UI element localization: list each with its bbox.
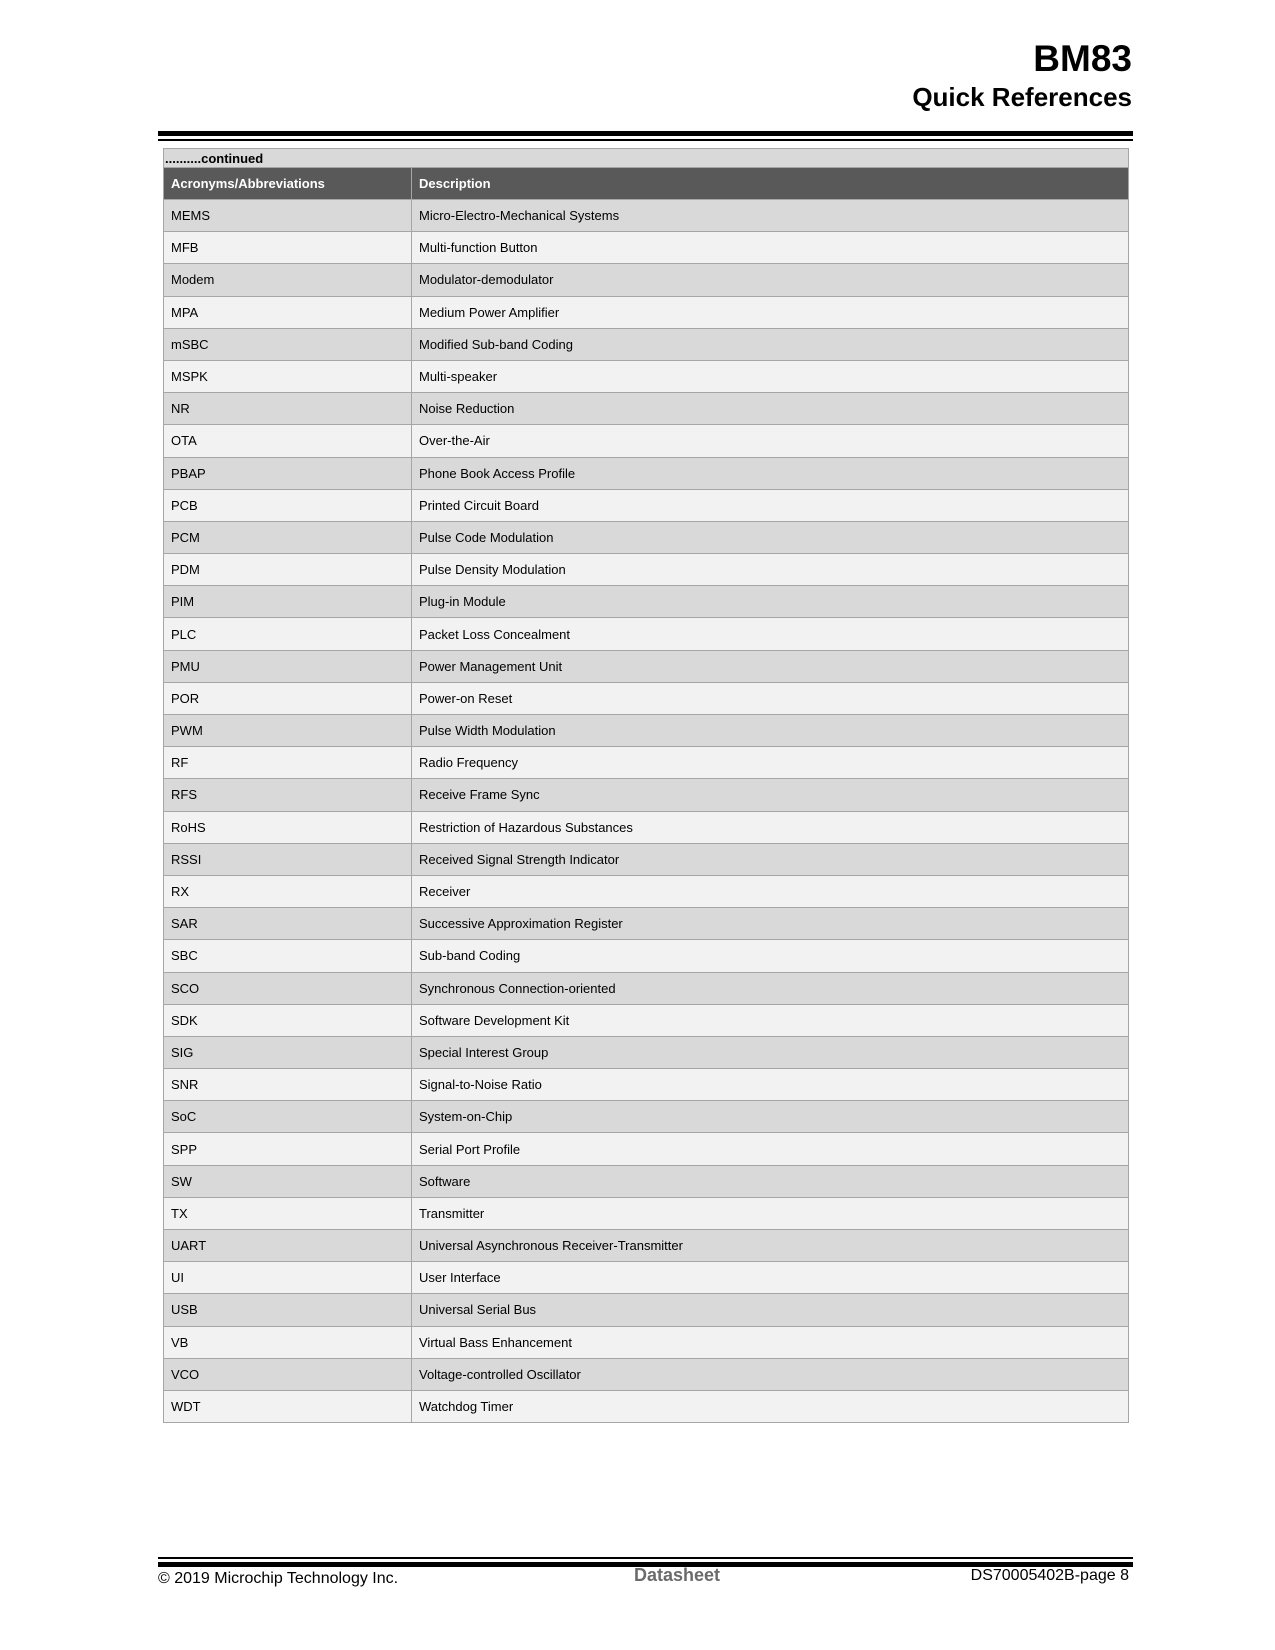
description-cell: Over-the-Air xyxy=(412,425,1129,457)
acronym-cell: MSPK xyxy=(164,360,412,392)
section-title: Quick References xyxy=(912,82,1132,112)
acronym-cell: RoHS xyxy=(164,811,412,843)
table-row xyxy=(164,843,1129,875)
description-cell: Medium Power Amplifier xyxy=(412,296,1129,328)
description-cell: Signal-to-Noise Ratio xyxy=(412,1069,1129,1101)
table-row xyxy=(164,489,1129,521)
table-row xyxy=(164,1230,1129,1262)
description-cell: Packet Loss Concealment xyxy=(412,618,1129,650)
table-row xyxy=(164,457,1129,489)
table-row xyxy=(164,1165,1129,1197)
table-row xyxy=(164,264,1129,296)
document-title: BM83 xyxy=(1033,38,1132,79)
description-cell: Pulse Code Modulation xyxy=(412,521,1129,553)
table-row xyxy=(164,1101,1129,1133)
description-cell: Receiver xyxy=(412,875,1129,907)
page-number: DS70005402B-page 8 xyxy=(970,1567,1129,1584)
header-rule-thick xyxy=(158,131,1133,136)
acronym-cell: PWM xyxy=(164,715,412,747)
description-cell: System-on-Chip xyxy=(412,1101,1129,1133)
acronym-cell: SPP xyxy=(164,1133,412,1165)
description-cell: Multi-function Button xyxy=(412,232,1129,264)
description-cell: Serial Port Profile xyxy=(412,1133,1129,1165)
acronym-cell: PDM xyxy=(164,554,412,586)
acronym-cell: PIM xyxy=(164,586,412,618)
description-cell: Plug-in Module xyxy=(412,586,1129,618)
description-cell: Printed Circuit Board xyxy=(412,489,1129,521)
acronym-cell: OTA xyxy=(164,425,412,457)
description-cell: Universal Asynchronous Receiver-Transmitter xyxy=(412,1230,1129,1262)
table-row xyxy=(164,360,1129,392)
acronym-cell: UART xyxy=(164,1230,412,1262)
acronym-cell: Modem xyxy=(164,264,412,296)
table-row xyxy=(164,618,1129,650)
acronym-cell: SW xyxy=(164,1165,412,1197)
acronyms-table xyxy=(163,167,1129,1423)
table-row xyxy=(164,1390,1129,1422)
description-cell: Watchdog Timer xyxy=(412,1390,1129,1422)
table-row xyxy=(164,554,1129,586)
acronym-cell: RFS xyxy=(164,779,412,811)
description-cell: Power Management Unit xyxy=(412,650,1129,682)
description-cell: Radio Frequency xyxy=(412,747,1129,779)
description-cell: Special Interest Group xyxy=(412,1036,1129,1068)
acronym-cell: SNR xyxy=(164,1069,412,1101)
acronym-cell: NR xyxy=(164,393,412,425)
acronym-cell: PLC xyxy=(164,618,412,650)
acronym-cell: VCO xyxy=(164,1358,412,1390)
acronym-cell: SCO xyxy=(164,972,412,1004)
acronym-cell: PCM xyxy=(164,521,412,553)
description-cell: Multi-speaker xyxy=(412,360,1129,392)
table-row xyxy=(164,1133,1129,1165)
table-header-row xyxy=(164,168,1129,200)
table-row xyxy=(164,1262,1129,1294)
table-row xyxy=(164,747,1129,779)
description-cell: Software xyxy=(412,1165,1129,1197)
acronym-cell: SDK xyxy=(164,1004,412,1036)
description-cell: User Interface xyxy=(412,1262,1129,1294)
table-row xyxy=(164,650,1129,682)
continued-label: ..........continued xyxy=(163,148,1129,167)
description-cell: Pulse Density Modulation xyxy=(412,554,1129,586)
table-row xyxy=(164,586,1129,618)
description-cell: Synchronous Connection-oriented xyxy=(412,972,1129,1004)
acronym-cell: PMU xyxy=(164,650,412,682)
acronym-cell: MPA xyxy=(164,296,412,328)
footer-doc-type: Datasheet xyxy=(634,1565,721,1585)
table-row xyxy=(164,1294,1129,1326)
description-cell: Universal Serial Bus xyxy=(412,1294,1129,1326)
footer-rule-thin xyxy=(158,1557,1133,1559)
description-cell: Pulse Width Modulation xyxy=(412,715,1129,747)
table-row xyxy=(164,1197,1129,1229)
description-cell: Voltage-controlled Oscillator xyxy=(412,1358,1129,1390)
table-row xyxy=(164,425,1129,457)
description-cell: Noise Reduction xyxy=(412,393,1129,425)
description-cell: Transmitter xyxy=(412,1197,1129,1229)
description-cell: Receive Frame Sync xyxy=(412,779,1129,811)
description-cell: Sub-band Coding xyxy=(412,940,1129,972)
table-row xyxy=(164,811,1129,843)
acronym-cell: UI xyxy=(164,1262,412,1294)
acronyms-table-container xyxy=(163,148,1129,1423)
table-row xyxy=(164,940,1129,972)
acronym-cell: POR xyxy=(164,682,412,714)
description-cell: Successive Approximation Register xyxy=(412,908,1129,940)
table-row xyxy=(164,296,1129,328)
description-cell: Software Development Kit xyxy=(412,1004,1129,1036)
table-row xyxy=(164,875,1129,907)
description-cell: Virtual Bass Enhancement xyxy=(412,1326,1129,1358)
acronym-cell: MEMS xyxy=(164,200,412,232)
acronym-cell: RX xyxy=(164,875,412,907)
description-cell: Modulator-demodulator xyxy=(412,264,1129,296)
acronym-cell: VB xyxy=(164,1326,412,1358)
table-row xyxy=(164,1004,1129,1036)
acronym-cell: SAR xyxy=(164,908,412,940)
table-row xyxy=(164,715,1129,747)
table-row xyxy=(164,682,1129,714)
table-body xyxy=(164,200,1129,1423)
acronym-cell: mSBC xyxy=(164,328,412,360)
table-row xyxy=(164,908,1129,940)
acronym-cell: USB xyxy=(164,1294,412,1326)
acronym-cell: PBAP xyxy=(164,457,412,489)
table-row xyxy=(164,1358,1129,1390)
acronym-cell: SBC xyxy=(164,940,412,972)
acronym-cell: TX xyxy=(164,1197,412,1229)
description-cell: Modified Sub-band Coding xyxy=(412,328,1129,360)
table-row xyxy=(164,232,1129,264)
table-row xyxy=(164,779,1129,811)
description-cell: Micro-Electro-Mechanical Systems xyxy=(412,200,1129,232)
table-row xyxy=(164,1069,1129,1101)
acronym-cell: MFB xyxy=(164,232,412,264)
column-header-description: Description xyxy=(412,168,1129,200)
header-rule-thin xyxy=(158,139,1133,141)
description-cell: Received Signal Strength Indicator xyxy=(412,843,1129,875)
table-row xyxy=(164,200,1129,232)
acronym-cell: SIG xyxy=(164,1036,412,1068)
column-header-acronym: Acronyms/Abbreviations xyxy=(164,168,412,200)
acronym-cell: PCB xyxy=(164,489,412,521)
table-row xyxy=(164,328,1129,360)
acronym-cell: RSSI xyxy=(164,843,412,875)
acronym-cell: SoC xyxy=(164,1101,412,1133)
table-row xyxy=(164,393,1129,425)
acronym-cell: WDT xyxy=(164,1390,412,1422)
table-row xyxy=(164,1036,1129,1068)
table-row xyxy=(164,972,1129,1004)
description-cell: Power-on Reset xyxy=(412,682,1129,714)
description-cell: Restriction of Hazardous Substances xyxy=(412,811,1129,843)
table-row xyxy=(164,521,1129,553)
description-cell: Phone Book Access Profile xyxy=(412,457,1129,489)
acronym-cell: RF xyxy=(164,747,412,779)
table-row xyxy=(164,1326,1129,1358)
copyright-text: © 2019 Microchip Technology Inc. xyxy=(158,1570,399,1587)
